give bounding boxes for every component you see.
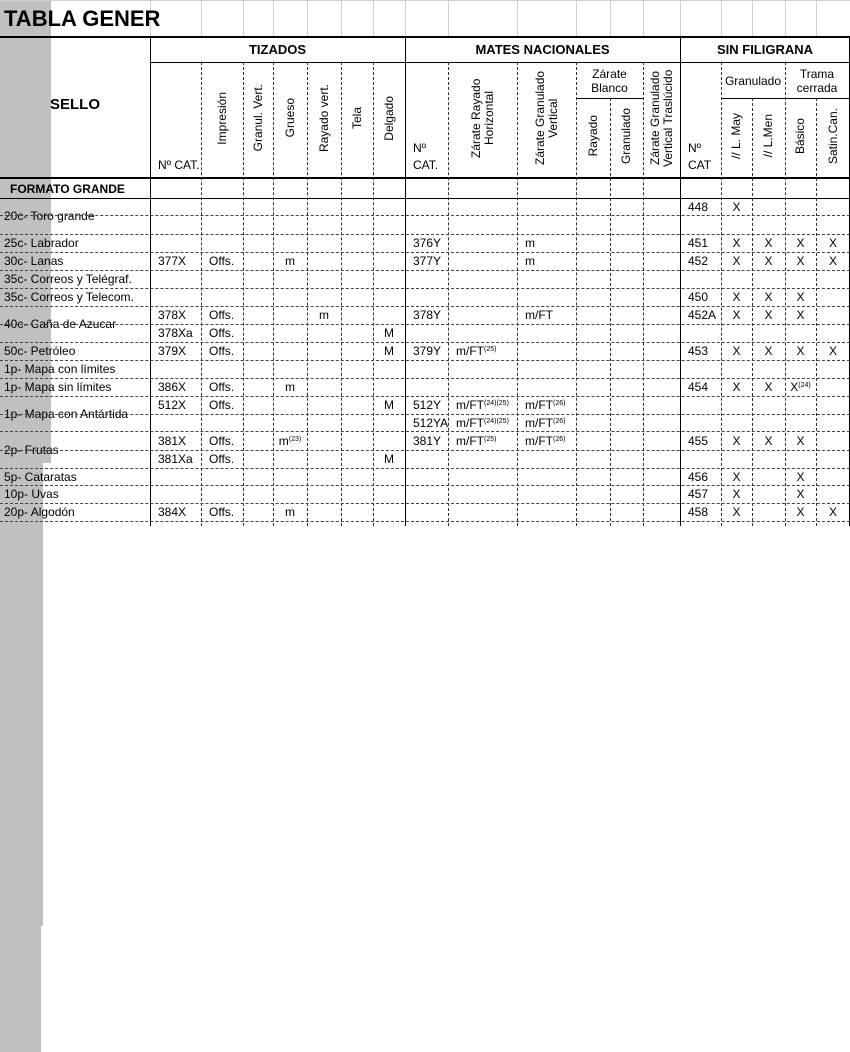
data-cell: 448 (688, 199, 709, 214)
data-cell: 378Y (413, 308, 442, 322)
data-cell: X (796, 344, 805, 358)
data-cell: X (796, 290, 805, 304)
data-cell: Offs. (209, 344, 235, 358)
row-separator (0, 521, 850, 522)
sheet-gridline (0, 0, 850, 1)
data-cell: Offs. (209, 380, 235, 394)
row-label: 20c- Toro grande (4, 209, 95, 223)
row-label: 1p- Mapa sin límites (4, 380, 112, 394)
section-label: FORMATO GRANDE (10, 181, 125, 196)
column-header (201, 62, 243, 174)
data-cell: m/FT $^{(26)}$ (525, 415, 566, 430)
column-header-label: Granul. Vert. (250, 84, 265, 152)
data-cell: m/FT $^{(25)}$ (456, 344, 497, 358)
data-cell: m (285, 380, 295, 394)
data-cell: 512YA (413, 415, 449, 430)
column-header-label: Delgado (381, 95, 396, 141)
data-cell: 456 (688, 469, 709, 484)
group-border (680, 36, 681, 526)
data-cell: 384X (158, 505, 187, 519)
column-header (273, 62, 307, 174)
row-label: 20p- Algodón (4, 505, 75, 519)
row-label: 1p- Mapa con Antártida (4, 406, 129, 421)
data-cell: X (828, 236, 837, 250)
sheet-gridline (307, 0, 308, 36)
sheet-gridline (680, 0, 681, 36)
data-cell: X (764, 236, 773, 250)
data-cell: X (732, 290, 741, 304)
data-cell: 512Y (413, 398, 442, 412)
data-cell: m (285, 505, 295, 519)
column-header (752, 98, 785, 174)
data-cell: m (285, 254, 295, 268)
data-cell: X (828, 505, 837, 519)
sheet-gridline (373, 0, 374, 36)
column-header-label: Grueso (282, 98, 297, 138)
data-cell: 379X (158, 344, 187, 358)
data-cell: m $^{(23)}$ (278, 433, 302, 448)
column-header-label: Zárate Granulado Vertical Traslúcido (647, 69, 675, 167)
sheet-gridline (201, 0, 202, 36)
sheet-gridline (752, 0, 753, 36)
data-cell: m/FT $^{(24)(25)}$ (456, 415, 509, 430)
cat-column-shade (0, 463, 43, 926)
data-cell: Offs. (209, 452, 235, 466)
column-header (341, 62, 373, 174)
data-cell: X (796, 236, 805, 250)
sheet-gridline (405, 0, 406, 36)
column-header-label: Impresión (214, 91, 229, 145)
data-cell: 381Xa (158, 452, 193, 466)
data-cell: 378Xa (158, 326, 193, 340)
data-cell: X (732, 308, 741, 322)
sello-header: SELLO (49, 95, 100, 113)
data-cell: X (732, 254, 741, 268)
data-cell: 386X (158, 380, 187, 394)
column-header (576, 98, 610, 174)
data-cell: Offs. (209, 505, 235, 519)
column-header (373, 62, 405, 174)
data-cell: Offs. (209, 308, 235, 322)
column-header (785, 98, 816, 174)
data-cell: X (732, 505, 741, 519)
sheet-gridline (610, 0, 611, 36)
sheet-gridline (517, 0, 518, 36)
data-cell: X (764, 433, 773, 448)
data-cell: X (764, 308, 773, 322)
subgroup-zarate-blanco: Zárate Blanco (591, 67, 628, 95)
column-header (610, 98, 643, 174)
row-label: 10p- Uvas (4, 487, 59, 501)
data-cell: 381Y (413, 433, 442, 448)
data-cell: m/FT $^{(24)(25)}$ (456, 398, 509, 412)
column-header (517, 62, 576, 174)
row-label: 25c- Labrador (4, 236, 79, 250)
column-header-label: // L.Men (761, 114, 775, 158)
data-cell: Offs. (209, 326, 235, 340)
data-cell: m (319, 308, 329, 322)
sheet-gridline (273, 0, 274, 36)
group-header-sinfil: SIN FILIGRANA (716, 41, 814, 57)
data-cell: 379Y (413, 344, 442, 358)
data-cell: X (796, 487, 805, 501)
column-header (643, 62, 680, 174)
data-cell: X (732, 236, 741, 250)
data-cell: m/FT $^{(26)}$ (525, 433, 566, 448)
data-cell: 381X (158, 433, 187, 448)
data-cell: M (384, 326, 394, 340)
row-label: 2p- Frutas (4, 442, 59, 457)
column-header-label: Rayado (585, 115, 600, 157)
data-cell: 451 (688, 236, 709, 250)
row-label: 5p- Cataratas (4, 469, 77, 484)
column-header (721, 98, 752, 174)
column-header-label: Rayado vert. (316, 83, 331, 153)
cat-column-shade (0, 926, 41, 1052)
data-cell: m (525, 254, 535, 268)
data-cell: X (732, 469, 741, 484)
data-cell: M (384, 398, 394, 412)
data-cell: X (796, 308, 805, 322)
column-header (307, 62, 341, 174)
data-cell: X (732, 199, 741, 214)
data-cell: X (796, 505, 805, 519)
data-cell: 377X (158, 254, 187, 268)
data-cell: Offs. (209, 254, 235, 268)
group-border (405, 36, 406, 526)
column-header-label: Básico (793, 117, 807, 155)
column-header-label: Zárate Rayado Horizontal (468, 78, 496, 158)
data-cell: X (732, 344, 741, 358)
sheet-gridline (243, 0, 244, 36)
data-cell: X (796, 254, 805, 268)
group-header-mates: MATES NACIONALES (475, 41, 610, 57)
row-label: 30c- Lanas (4, 254, 64, 268)
data-cell: 376Y (413, 236, 442, 250)
data-cell: X (732, 380, 741, 394)
column-header (448, 62, 517, 174)
data-cell: X (764, 344, 773, 358)
data-cell: X (828, 344, 837, 358)
page-title: TABLA GENER (4, 6, 161, 31)
row-label: 35c- Correos y Telégraf. (4, 272, 132, 286)
data-cell: 512X (158, 398, 187, 412)
data-cell: 377Y (413, 254, 442, 268)
column-header-label: // L. May (729, 112, 743, 159)
row-label: 50c- Petróleo (4, 344, 76, 358)
data-cell: 378X (158, 308, 187, 322)
column-header-label: Zárate Granulado Vertical (532, 70, 560, 166)
subgroup-trama-cerrada: Trama cerrada (796, 67, 838, 95)
sheet-gridline (576, 0, 577, 36)
sheet-gridline (785, 0, 786, 36)
data-cell: 458 (688, 505, 709, 519)
column-header (816, 98, 850, 174)
row-label: 35c- Correos y Telecom. (4, 290, 134, 304)
sheet-gridline (341, 0, 342, 36)
data-cell: X $^{(24)}$ (790, 380, 811, 394)
data-cell: 452A (688, 308, 717, 322)
data-cell: M (384, 344, 394, 358)
data-cell: Offs. (209, 433, 235, 448)
data-cell: 453 (688, 344, 709, 358)
subgroup-granulado: Granulado (724, 74, 782, 88)
data-cell: 452 (688, 254, 709, 268)
data-cell: X (828, 254, 837, 268)
data-cell: X (796, 433, 805, 448)
data-cell: m (525, 236, 535, 250)
row-label: 40c- Caña de Azucar (4, 317, 117, 331)
sheet-gridline (816, 0, 817, 36)
sheet-gridline (721, 0, 722, 36)
group-header-tizados: TIZADOS (248, 41, 307, 57)
data-cell: m/FT $^{(26)}$ (525, 398, 566, 412)
data-cell: 455 (688, 433, 709, 448)
data-cell: m/FT $^{(25)}$ (456, 433, 497, 448)
data-cell: 450 (688, 290, 709, 304)
sheet-gridline (643, 0, 644, 36)
data-cell: m/FT (525, 308, 553, 322)
column-header-cat: Nº CAT. (158, 158, 200, 172)
data-cell: X (732, 433, 741, 448)
data-cell: X (732, 487, 741, 501)
column-header-label: Tela (349, 106, 364, 129)
data-cell: X (764, 380, 773, 394)
data-cell: 454 (688, 380, 709, 394)
data-cell: M (384, 452, 394, 466)
sheet-gridline (448, 0, 449, 36)
data-cell: Offs. (209, 398, 235, 412)
column-header-label: Granulado (619, 107, 633, 165)
data-cell: X (764, 254, 773, 268)
column-header-cat: Nº CAT (688, 141, 712, 172)
data-cell: X (764, 290, 773, 304)
data-cell: X (796, 469, 805, 484)
column-header (243, 62, 273, 174)
data-cell: 457 (688, 487, 709, 501)
column-header-cat: Nº CAT. (413, 141, 439, 172)
row-label: 1p- Mapa con límites (4, 362, 116, 376)
column-header-label: Satin.Can. (825, 107, 840, 165)
